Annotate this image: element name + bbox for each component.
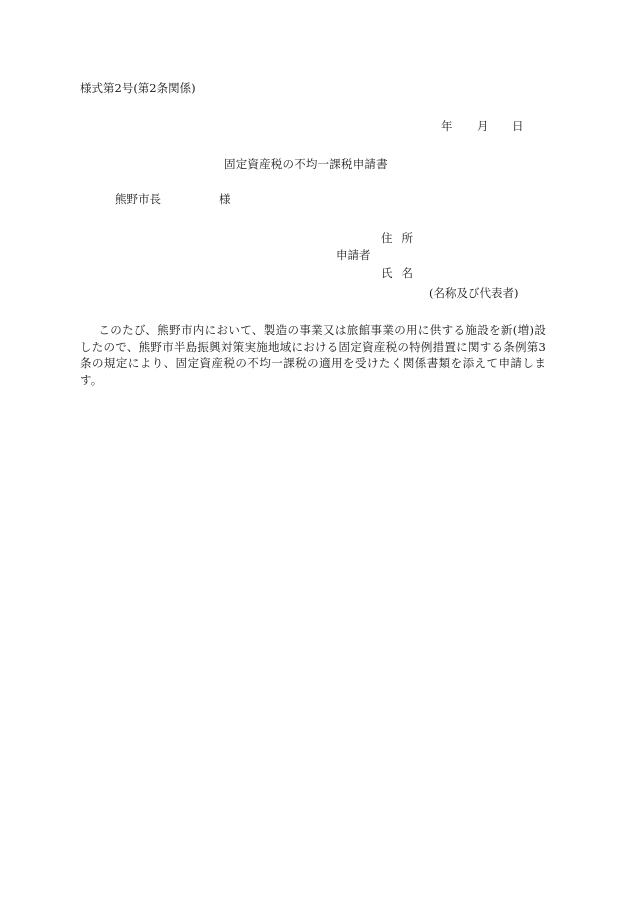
applicant-label: 申請者 (336, 248, 371, 262)
addressee-name: 熊野市長 (115, 192, 161, 206)
applicant-name-note: (名称及び代表者) (429, 286, 519, 300)
date-month-label: 月 (477, 119, 489, 133)
applicant-name-label: 氏名 (381, 266, 422, 280)
date-day-label: 日 (512, 119, 524, 133)
application-body-text: このたび、熊野市内において、製造の事業又は旅館事業の用に供する施設を新(増)設したので、熊野市半島振興対策実施地域における固定資産税の特例措置に関する条例第3条の規定により、固定資産税の不均一課税の適用を受けたく関係書類を添えて申請します。 (80, 323, 546, 387)
addressee-honorific: 様 (219, 192, 231, 206)
document-title: 固定資産税の不均一課税申請書 (224, 157, 388, 171)
date-year-label: 年 (441, 119, 453, 133)
form-number: 様式第2号(第2条関係) (80, 81, 196, 95)
applicant-address-label: 住所 (381, 231, 422, 245)
